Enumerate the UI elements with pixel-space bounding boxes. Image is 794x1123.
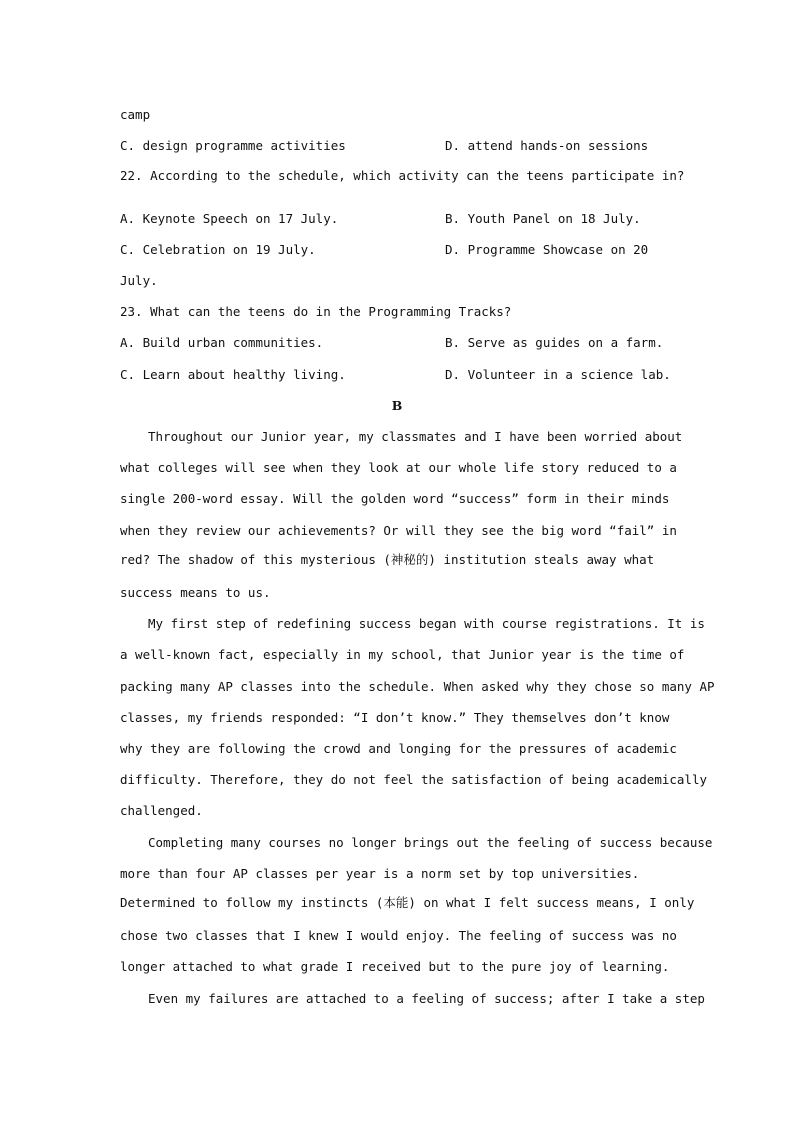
paragraph1-line5: red? The shadow of this mysterious (神秘的) institution steals away what — [120, 552, 655, 567]
paragraph2-line3: packing many AP classes into the schedule. When asked why they chose so many AP — [120, 679, 715, 694]
paragraph3-line3: Determined to follow my instincts (本能) on what I felt success means, I only — [120, 895, 695, 910]
q23-option-c: C. Learn about healthy living. — [120, 367, 346, 382]
q22-question: 22. According to the schedule‚ which activity can the teens participate in? — [120, 168, 685, 183]
paragraph1-line6: success means to us. — [120, 585, 271, 600]
q22-option-d-continued: July. — [120, 273, 158, 288]
paragraph2-line4: classes, my friends responded: “I don’t know.” They themselves don’t know — [120, 710, 670, 725]
q21-option-d: D. attend hands-on sessions — [445, 138, 649, 153]
q22-option-d: D. Programme Showcase on 20 — [445, 242, 649, 257]
paragraph2-line7: challenged. — [120, 803, 203, 818]
paragraph2-line1: My first step of redefining success began with course registrations. It is — [148, 616, 705, 631]
paragraph1-line3: single 200-word essay. Will the golden word “success” form in their minds — [120, 491, 670, 506]
paragraph3-line2: more than four AP classes per year is a norm set by top universities. — [120, 866, 640, 881]
q22-option-c: C. Celebration on 19 July. — [120, 242, 316, 257]
q21-option-c: C. design programme activities — [120, 138, 346, 153]
paragraph1-line1: Throughout our Junior year, my classmates and I have been worried about — [148, 429, 683, 444]
q23-option-d: D. Volunteer in a science lab. — [445, 367, 671, 382]
paragraph1-line4: when they review our achievements? Or will they see the big word “fail” in — [120, 523, 677, 538]
paragraph4-line1: Even my failures are attached to a feeling of success; after I take a step — [148, 991, 705, 1006]
q23-question: 23. What can the teens do in the Programming Tracks? — [120, 304, 512, 319]
paragraph2-line5: why they are following the crowd and longing for the pressures of academic — [120, 741, 677, 756]
q22-option-a: A. Keynote Speech on 17 July. — [120, 211, 339, 226]
paragraph3-line5: longer attached to what grade I received but to the pure joy of learning. — [120, 959, 670, 974]
paragraph2-line6: difficulty. Therefore, they do not feel the satisfaction of being academically — [120, 772, 707, 787]
paragraph3-line1: Completing many courses no longer brings out the feeling of success because — [148, 835, 713, 850]
q23-option-a: A. Build urban communities. — [120, 335, 324, 350]
section-b-heading: B — [391, 398, 403, 413]
q21-stem-tail: camp — [120, 107, 151, 122]
q23-option-b: B. Serve as guides on a farm. — [445, 335, 664, 350]
paragraph3-line4: chose two classes that I knew I would enjoy. The feeling of success was no — [120, 928, 677, 943]
paragraph1-line2: what colleges will see when they look at our whole life story reduced to a — [120, 460, 677, 475]
q22-option-b: B. Youth Panel on 18 July. — [445, 211, 641, 226]
paragraph2-line2: a well-known fact, especially in my school, that Junior year is the time of — [120, 647, 685, 662]
